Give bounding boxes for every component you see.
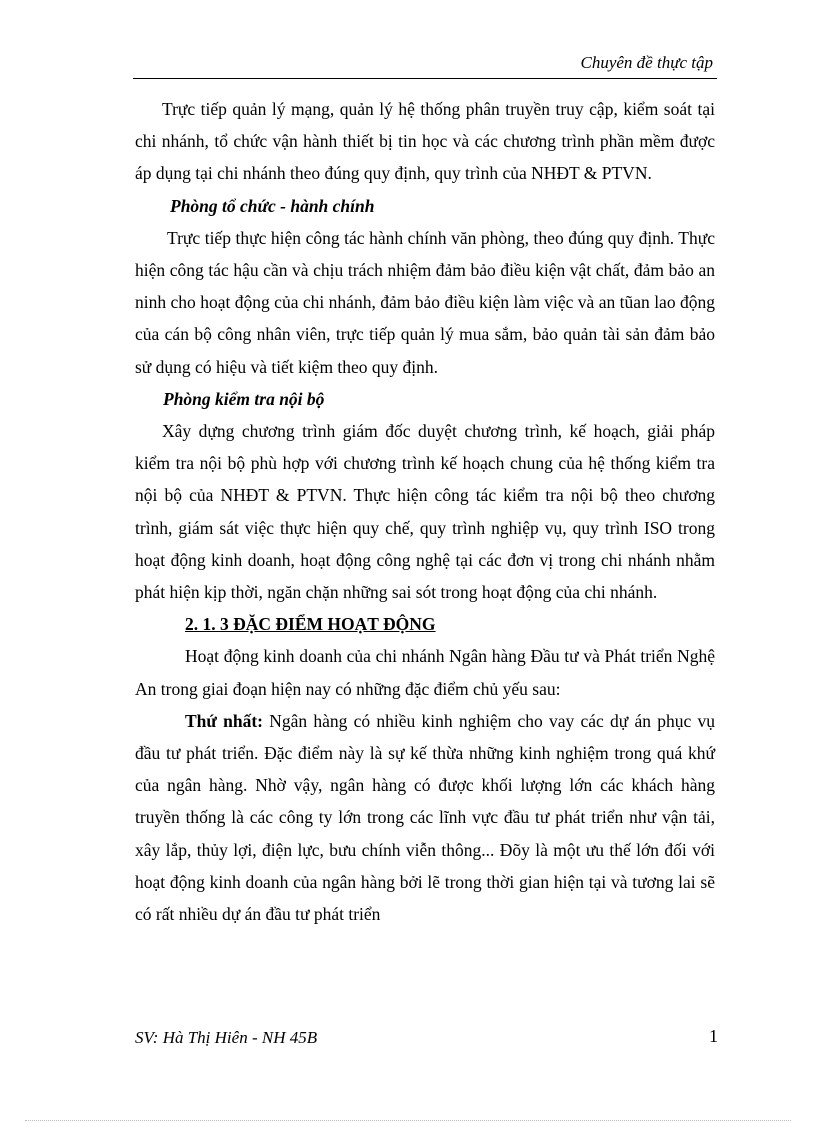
page-bottom-border [25,1120,791,1121]
paragraph-operating-intro: Hoạt động kinh doanh của chi nhánh Ngân hàng Đầu tư và Phát triển Nghệ An trong giai đoạn hiện nay có những đặc điểm chủ yếu sau: [135,646,715,699]
paragraph-internal-audit: Xây dựng chương trình giám đốc duyệt chương trình, kế hoạch, giải pháp kiểm tra nội bộ phù hợp với chương trình kế hoạch chung của hệ thống kiểm tra nội bộ của NHĐT & PTVN. Thực hiện công tác kiểm tra nội bộ theo chương trình, giám sát việc thực hiện quy chế, quy trình nghiệp vụ, quy trình ISO trong hoạt động kinh doanh, hoạt động công nghệ tại các đơn vị trong chi nhánh nhằm phát hiện kịp thời, ngăn chặn những sai sót trong hoạt động của chi nhánh. [135,421,715,603]
page-body [135,93,715,930]
paragraph-admin-department: Trực tiếp thực hiện công tác hành chính văn phòng, theo đúng quy định. Thực hiện công tác hậu cần và chịu trách nhiệm đảm bảo điều kiện vật chất, đảm bảo an ninh cho hoạt động của chi nhánh, đảm bảo điều kiện làm việc và an tũan lao động của cán bộ công nhân viên, trực tiếp quản lý mua sắm, bảo quản tài sản đảm bảo sử dụng có hiệu và tiết kiệm theo quy định. [135,227,715,377]
first-characteristic-label: Thứ nhất: [185,710,264,731]
paragraph-first-characteristic [135,705,715,930]
footer-author: SV: Hà Thị Hiên - NH 45B [135,1028,318,1047]
heading-admin-department: Phòng tổ chức - hành chính [170,195,375,216]
header-rule [133,78,717,79]
heading-internal-audit: Phòng kiểm tra nội bộ [163,388,325,409]
paragraph-network-management: Trực tiếp quản lý mạng, quản lý hệ thống phân truyền truy cập, kiểm soát tại chi nhánh, tổ chức vận hành thiết bị tin học và các chương trình phần mềm được áp dụng tại chi nhánh theo đúng quy định, quy trình của NHĐT & PTVN. [135,99,715,184]
first-characteristic-text: Ngân hàng có nhiều kinh nghiệm cho vay các dự án phục vụ đầu tư phát triển. Đặc điểm này là sự kế thừa những kinh nghiệm trong quá khứ của ngân hàng. Nhờ vậy, ngân hàng có được khối lượng lớn các khách hàng truyền thống là các công ty lớn trong các lĩnh vực đầu tư phát triển như vận tải, xây lắp, thủy lợi, điện lực, bưu chính viễn thông... Đõy là một ưu thế lớn đối với hoạt động kinh doanh của ngân hàng bởi lẽ trong thời gian hiện tại và tương lai sẽ có rất nhiều dự án đầu tư phát triển [135,710,716,925]
page-number: 1 [709,1026,718,1046]
header-title: Chuyên đề thực tập [580,53,713,72]
heading-operating-characteristics: 2. 1. 3 ĐẶC ĐIỂM HOẠT ĐỘNG [185,614,436,635]
